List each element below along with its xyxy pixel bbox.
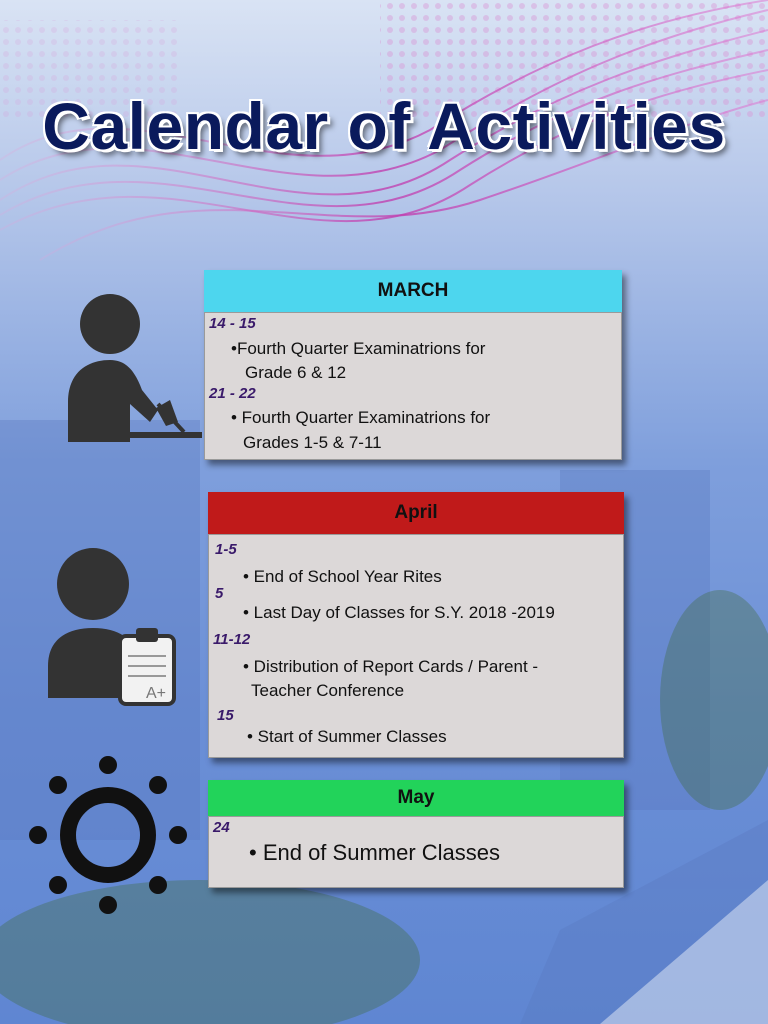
may-header: May (208, 780, 624, 816)
april-body (208, 534, 624, 758)
march-item-2-line-1: • Fourth Quarter Examinatrions for (231, 408, 491, 427)
person-report-card-icon (48, 548, 178, 708)
april-panel (208, 492, 624, 758)
april-item-4: • Start of Summer Classes (247, 727, 447, 746)
april-item-2: • Last Day of Classes for S.Y. 2018 -2019 (243, 603, 555, 622)
march-item-2-line-2: Grades 1-5 & 7-11 (243, 433, 382, 452)
march-date-1: 14 - 15 (209, 315, 256, 332)
april-header: April (208, 492, 624, 534)
march-item-1-line-2: Grade 6 & 12 (245, 363, 347, 382)
person-writing-icon (38, 292, 203, 442)
march-item-1-line-1: •Fourth Quarter Examinatrions for (231, 339, 486, 358)
may-body (208, 816, 624, 888)
april-item-1: • End of School Year Rites (243, 567, 442, 586)
may-panel (208, 780, 624, 888)
may-item-1: • End of Summer Classes (249, 840, 501, 865)
march-header: MARCH (204, 270, 622, 312)
may-date-1: 24 (213, 819, 230, 836)
april-date-4: 15 (217, 707, 234, 724)
sun-icon (28, 755, 188, 915)
april-date-2: 5 (215, 585, 224, 602)
april-item-3-line-2: Teacher Conference (251, 681, 405, 700)
march-panel (204, 270, 622, 460)
april-date-1: 1-5 (215, 541, 237, 558)
march-date-2: 21 - 22 (209, 385, 256, 402)
report-card-grade: A+ (146, 685, 167, 702)
april-item-3-line-1: • Distribution of Report Cards / Parent - (243, 657, 539, 676)
march-body (204, 312, 622, 460)
page-title: Calendar of Activities (42, 89, 726, 163)
april-date-3: 11-12 (213, 631, 251, 648)
